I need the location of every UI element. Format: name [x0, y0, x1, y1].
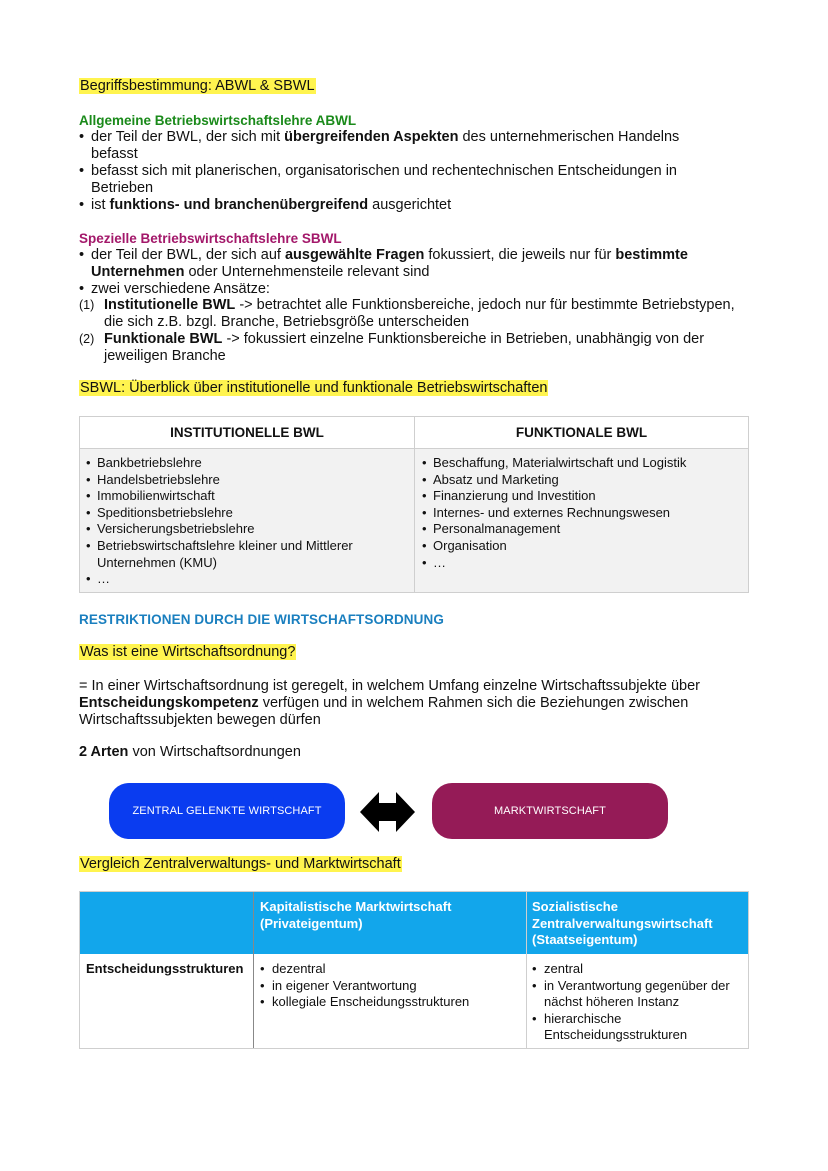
- list-item: • Speditionsbetriebslehre: [86, 505, 404, 522]
- sbwl-list: [79, 247, 729, 298]
- list-item: (2) Funktionale BWL -> fokussiert einzelne Funktionsbereiche in Betrieben, unabhängig von der jeweiligen Branche: [79, 331, 705, 364]
- list-item: • Beschaffung, Materialwirtschaft und Logistik: [422, 455, 748, 472]
- table-header-funktionale: FUNKTIONALE BWL: [415, 417, 748, 448]
- table-cell-marktwirtschaft: [260, 961, 522, 1011]
- table-header-institutionelle: INSTITUTIONELLE BWL: [80, 417, 414, 448]
- list-item: (1) Institutionelle BWL -> betrachtet alle Funktionsbereiche, jedoch nur für bestimmte Betriebstypen, die sich z.B. bzgl. Branche, Betriebsgröße unterscheiden: [79, 297, 735, 330]
- zentralverwaltung-list: [532, 961, 746, 1044]
- abwl-heading: Allgemeine Betriebswirtschaftslehre ABWL: [79, 113, 357, 128]
- list-item: • Versicherungsbetriebslehre: [86, 521, 404, 538]
- list-item: • Finanzierung und Investition: [422, 488, 748, 505]
- list-item: • …: [422, 555, 748, 572]
- list-item: • in Verantwortung gegenüber der nächst höheren Instanz: [532, 978, 746, 1011]
- table-header-zentralverwaltung: Sozialistische Zentralverwaltungswirtschaft (Staatseigentum): [532, 899, 713, 948]
- list-item: • Handelsbetriebslehre: [86, 472, 404, 489]
- question-wirtschaftsordnung: [79, 644, 296, 661]
- types-line: 2 Arten von Wirtschaftsordnungen: [79, 744, 301, 760]
- list-item: • befasst sich mit planerischen, organisatorischen und rechentechnischen Entscheidungen in Betrieben: [79, 163, 729, 197]
- list-item: • Internes- und externes Rechnungswesen: [422, 505, 748, 522]
- list-item: • Bankbetriebslehre: [86, 455, 404, 472]
- list-item: • zwei verschiedene Ansätze:: [79, 281, 729, 298]
- title-text: Vergleich Zentralverwaltungs- und Marktwirtschaft: [80, 856, 401, 872]
- list-item: • Personalmanagement: [422, 521, 748, 538]
- restriktionen-heading: RESTRIKTIONEN DURCH DIE WIRTSCHAFTSORDNUNG: [79, 612, 444, 627]
- marktwirtschaft-list: [260, 961, 522, 1011]
- list-item: • kollegiale Enscheidungsstrukturen: [260, 994, 522, 1011]
- sbwl-heading: Spezielle Betriebswirtschaftslehre SBWL: [79, 231, 342, 246]
- table-cell-institutionelle: [80, 448, 414, 592]
- table-header-marktwirtschaft: Kapitalistische Marktwirtschaft (Privateigentum): [260, 899, 452, 931]
- funktionale-list: [422, 455, 748, 571]
- sbwl-approaches-list: [79, 297, 739, 365]
- section-title-begriffsbestimmung: [79, 78, 316, 95]
- list-item: • in eigener Verantwortung: [260, 978, 522, 995]
- list-item: • dezentral: [260, 961, 522, 978]
- list-item: • zentral: [532, 961, 746, 978]
- list-item: • ist funktions- und branchenübergreifend ausgerichtet: [79, 197, 729, 214]
- table-cell-zentralverwaltung: [532, 961, 746, 1044]
- pill-marktwirtschaft: MARKTWIRTSCHAFT: [432, 783, 668, 839]
- definition-paragraph: = In einer Wirtschaftsordnung ist geregelt, in welchem Umfang einzelne Wirtschaftssubjekte über Entscheidungskompetenz verfügen und in welchem Rahmen sich die Beziehungen zwischen Wirtschaftssubjekten bewegen dürfen: [79, 678, 700, 728]
- table-divider: [414, 417, 415, 592]
- bwl-comparison-table: [79, 416, 749, 593]
- list-item: • der Teil der BWL, der sich mit übergreifenden Aspekten des unternehmerischen Handelns befasst: [79, 129, 729, 163]
- section-title-vergleich: [79, 856, 402, 873]
- list-item: • der Teil der BWL, der sich auf ausgewählte Fragen fokussiert, die jeweils nur für bestimmte Unternehmen oder Unternehmensteile relevant sind: [79, 247, 729, 281]
- list-item: • Organisation: [422, 538, 748, 555]
- abwl-list: [79, 129, 729, 214]
- list-item: • …: [86, 571, 404, 588]
- title-text: SBWL: Überblick über institutionelle und funktionale Betriebswirtschaften: [80, 380, 548, 396]
- section-title-sbwl-ueberblick: [79, 380, 548, 397]
- title-text: Begriffsbestimmung: ABWL & SBWL: [80, 78, 315, 94]
- question-text: Was ist eine Wirtschaftsordnung?: [80, 644, 296, 660]
- table-divider: [526, 892, 527, 1048]
- list-item: • Immobilienwirtschaft: [86, 488, 404, 505]
- row-label-entscheidungsstrukturen: Entscheidungsstrukturen: [86, 961, 244, 976]
- table-cell-funktionale: [415, 448, 748, 592]
- double-arrow-icon: [360, 792, 415, 832]
- list-item: • hierarchische Entscheidungsstrukturen: [532, 1011, 746, 1044]
- economy-comparison-table: [79, 891, 749, 1049]
- pill-zentral-gelenkte-wirtschaft: ZENTRAL GELENKTE WIRTSCHAFT: [109, 783, 345, 839]
- list-item: • Betriebswirtschaftslehre kleiner und Mittlerer Unternehmen (KMU): [86, 538, 404, 571]
- list-item: • Absatz und Marketing: [422, 472, 748, 489]
- institutionelle-list: [86, 455, 404, 588]
- table-divider: [253, 892, 254, 1048]
